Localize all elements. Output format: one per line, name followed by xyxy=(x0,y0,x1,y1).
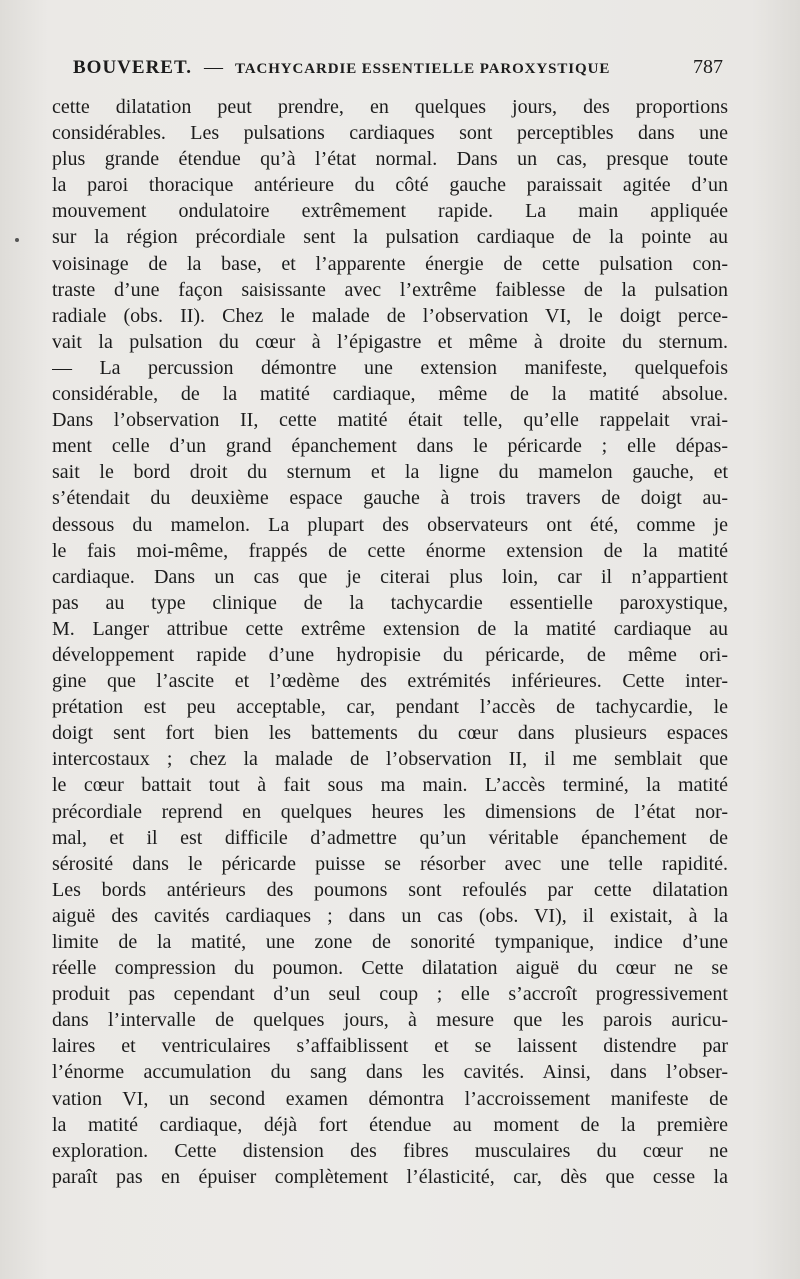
page-number: 787 xyxy=(693,56,723,78)
text-line: — La percussion démontre une extension manifeste, quelquefois xyxy=(52,356,728,379)
text-line: l’énorme accumulation du sang dans les cavités. Ainsi, dans l’obser- xyxy=(52,1061,728,1084)
text-line: sait le bord droit du sternum et la ligne du mamelon gauche, et xyxy=(52,461,728,484)
text-line: gine que l’ascite et l’œdème des extrémités inférieures. Cette inter- xyxy=(52,670,728,693)
text-line: Dans l’observation II, cette matité était telle, qu’elle rappelait vrai- xyxy=(52,409,728,432)
text-line: voisinage de la base, et l’apparente énergie de cette pulsation con- xyxy=(52,252,728,275)
text-line: Les bords antérieurs des poumons sont refoulés par cette dilatation xyxy=(52,878,728,901)
text-line: produit pas cependant d’un seul coup ; elle s’accroît progressivement xyxy=(52,983,728,1006)
text-line: dessous du mamelon. La plupart des observateurs ont été, comme je xyxy=(52,513,728,536)
text-line: réelle compression du poumon. Cette dilatation aiguë du cœur ne se xyxy=(52,957,728,980)
text-line: considérable, de la matité cardiaque, même de la matité absolue. xyxy=(52,383,728,406)
header-running-title: TACHYCARDIE ESSENTIELLE PAROXYSTIQUE xyxy=(234,61,611,77)
text-line: paraît pas en épuiser complètement l’élasticité, car, dès que cesse la xyxy=(52,1165,728,1188)
text-line: dans l’intervalle de quelques jours, à mesure que les parois auricu- xyxy=(52,1009,728,1032)
text-line: exploration. Cette distension des fibres musculaires du cœur ne xyxy=(52,1139,728,1162)
text-line: précordiale reprend en quelques heures les dimensions de l’état nor- xyxy=(52,800,728,823)
text-line: laires et ventriculaires s’affaiblissent et se laissent distendre par xyxy=(52,1035,728,1058)
text-line: M. Langer attribue cette extrême extension de la matité cardiaque au xyxy=(52,617,728,640)
text-line: pas au type clinique de la tachycardie essentielle paroxystique, xyxy=(52,591,728,614)
text-line: doigt sent fort bien les battements du cœur dans plusieurs espaces xyxy=(52,722,728,745)
text-line: sérosité dans le péricarde puisse se résorber avec une telle rapidité. xyxy=(52,852,728,875)
text-line: la paroi thoracique antérieure du côté gauche paraissait agitée d’un xyxy=(52,174,728,197)
text-line: ment celle d’un grand épanchement dans le péricarde ; elle dépas- xyxy=(52,435,728,458)
text-line: vait la pulsation du cœur à l’épigastre et même à droite du sternum. xyxy=(52,330,728,353)
text-line: cette dilatation peut prendre, en quelques jours, des proportions xyxy=(52,96,728,118)
text-line: plus grande étendue qu’à l’état normal. Dans un cas, presque toute xyxy=(52,148,728,171)
text-line: mouvement ondulatoire extrêmement rapide. La main appliquée xyxy=(52,200,728,223)
body-text xyxy=(52,94,728,1190)
header-author: BOUVERET. xyxy=(73,57,192,78)
text-line: intercostaux ; chez la malade de l’observation II, il me semblait que xyxy=(52,748,728,771)
running-header xyxy=(73,56,723,86)
text-line: s’étendait du deuxième espace gauche à trois travers de doigt au- xyxy=(52,487,728,510)
text-line: mal, et il est difficile d’admettre qu’un véritable épanchement de xyxy=(52,826,728,849)
text-line: la matité cardiaque, déjà fort étendue au moment de la première xyxy=(52,1113,728,1136)
header-dash: — xyxy=(203,57,223,78)
text-line: développement rapide d’une hydropisie du péricarde, de même ori- xyxy=(52,643,728,666)
text-line: sur la région précordiale sent la pulsation cardiaque de la pointe au xyxy=(52,226,728,249)
text-line: considérables. Les pulsations cardiaques sont perceptibles dans une xyxy=(52,122,728,145)
margin-mark xyxy=(15,238,19,242)
text-line: traste d’une façon saisissante avec l’extrême faiblesse de la pulsation xyxy=(52,278,728,301)
text-line: limite de la matité, une zone de sonorité tympanique, indice d’une xyxy=(52,931,728,953)
text-line: vation VI, un second examen démontra l’accroissement manifeste de xyxy=(52,1087,728,1110)
text-line: cardiaque. Dans un cas que je citerai plus loin, car il n’appartient xyxy=(52,565,728,588)
text-line: le fais moi-même, frappés de cette énorme extension de la matité xyxy=(52,539,728,562)
text-line: prétation est peu acceptable, car, pendant l’accès de tachycardie, le xyxy=(52,696,728,719)
text-line: radiale (obs. II). Chez le malade de l’observation VI, le doigt perce- xyxy=(52,304,728,327)
text-line: le cœur battait tout à fait sous ma main. L’accès terminé, la matité xyxy=(52,774,728,797)
text-line: aiguë des cavités cardiaques ; dans un cas (obs. VI), il existait, à la xyxy=(52,904,728,927)
